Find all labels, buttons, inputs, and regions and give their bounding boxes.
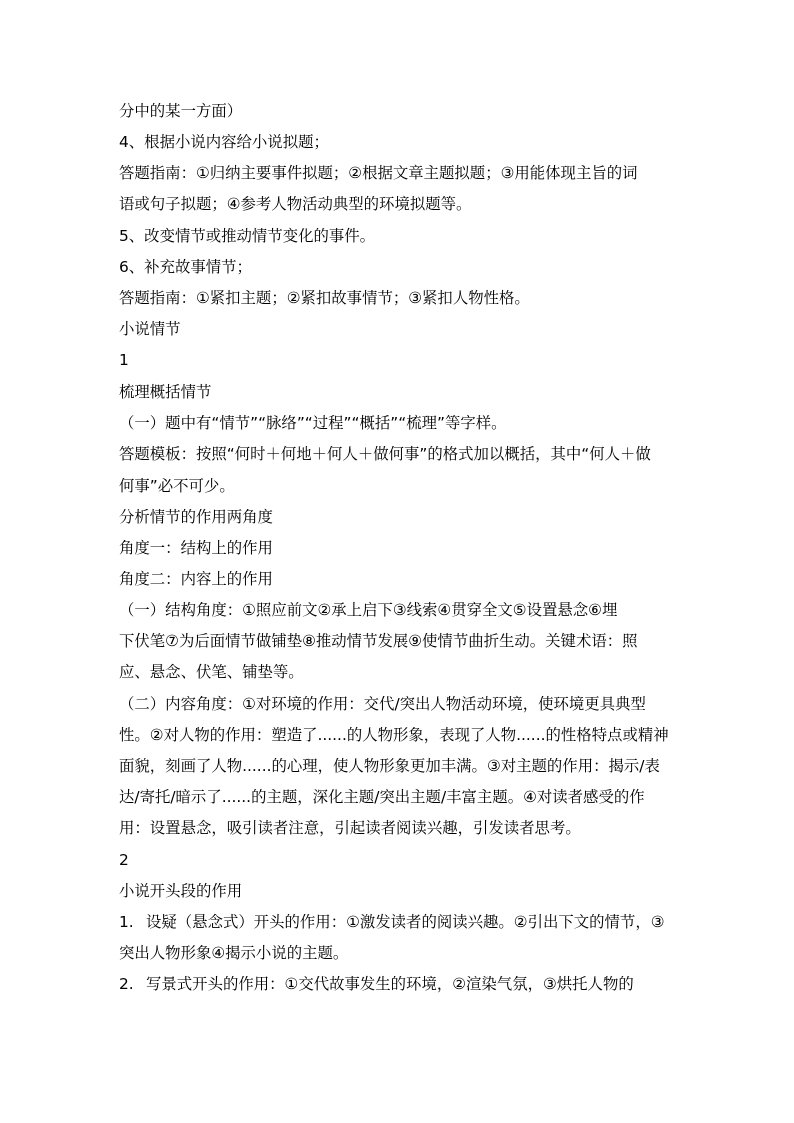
text-line: 答题模板：按照“何时＋何地＋何人＋做何事”的格式加以概括，其中“何人＋做 [119, 445, 651, 463]
text-line: 达/寄托/暗示了......的主题，深化主题/突出主题/丰富主题。④对读者感受的作 [119, 788, 645, 806]
subsection-heading: 分析情节的作用两角度 [119, 508, 273, 526]
text-line: 用：设置悬念，吸引读者注意，引起读者阅读兴趣，引发读者思考。 [119, 819, 581, 837]
list-item-text: 写景式开头的作用：①交代故事发生的环境，②渲染气氛，③烘托人物的 [146, 975, 634, 993]
text-line: （一）题中有“情节”“脉络”“过程”“概括”“梳理”等字样。 [119, 414, 507, 432]
text-line: 6、补充故事情节； [119, 258, 252, 276]
text-line: 面貌，刻画了人物......的心理，使人物形象更加丰满。③对主题的作用：揭示/表 [119, 757, 660, 775]
section-heading: 小说情节 [119, 320, 181, 338]
text-line: 分中的某一方面） [119, 102, 243, 120]
subsection-heading: 小说开头段的作用 [119, 882, 243, 900]
text-line: 语或句子拟题；④参考人物活动典型的环境拟题等。 [119, 195, 472, 213]
list-item-continuation: 突出人物形象④揭示小说的主题。 [119, 944, 349, 962]
text-line: 答题指南：①归纳主要事件拟题；②根据文章主题拟题；③用能体现主旨的词 [119, 164, 638, 182]
list-item [119, 974, 699, 994]
text-line: 下伏笔⑦为后面情节做铺垫⑧推动情节发展⑨使情节曲折生动。关键术语：照 [119, 632, 638, 650]
text-line: （二）内容角度：①对环境的作用：交代/突出人物活动环境，使环境更具典型 [119, 695, 646, 713]
subsection-heading: 梳理概括情节 [119, 383, 212, 401]
text-line: 性。②对人物的作用：塑造了......的人物形象，表现了人物......的性格特点或精神 [119, 726, 669, 744]
text-line: 何事”必不可少。 [119, 477, 235, 495]
text-line: 5、改变情节或推动情节变化的事件。 [119, 227, 376, 245]
text-line: 角度一：结构上的作用 [119, 539, 273, 557]
text-line: 角度二：内容上的作用 [119, 570, 273, 588]
list-item [119, 912, 699, 932]
section-number: 2 [119, 851, 129, 869]
text-line: 答题指南：①紧扣主题；②紧扣故事情节；③紧扣人物性格。 [119, 289, 530, 307]
section-number: 1 [119, 351, 129, 369]
text-line: 应、悬念、伏笔、铺垫等。 [119, 663, 304, 681]
text-line: （一）结构角度：①照应前文②承上启下③线索④贯穿全文⑤设置悬念⑥埋 [119, 601, 618, 619]
list-item-number: 1. [119, 913, 134, 931]
list-item-number: 2. [119, 975, 134, 993]
list-item-text: 设疑（悬念式）开头的作用：①激发读者的阅读兴趣。②引出下文的情节，③ [146, 913, 665, 931]
text-line: 4、根据小说内容给小说拟题； [119, 133, 329, 151]
